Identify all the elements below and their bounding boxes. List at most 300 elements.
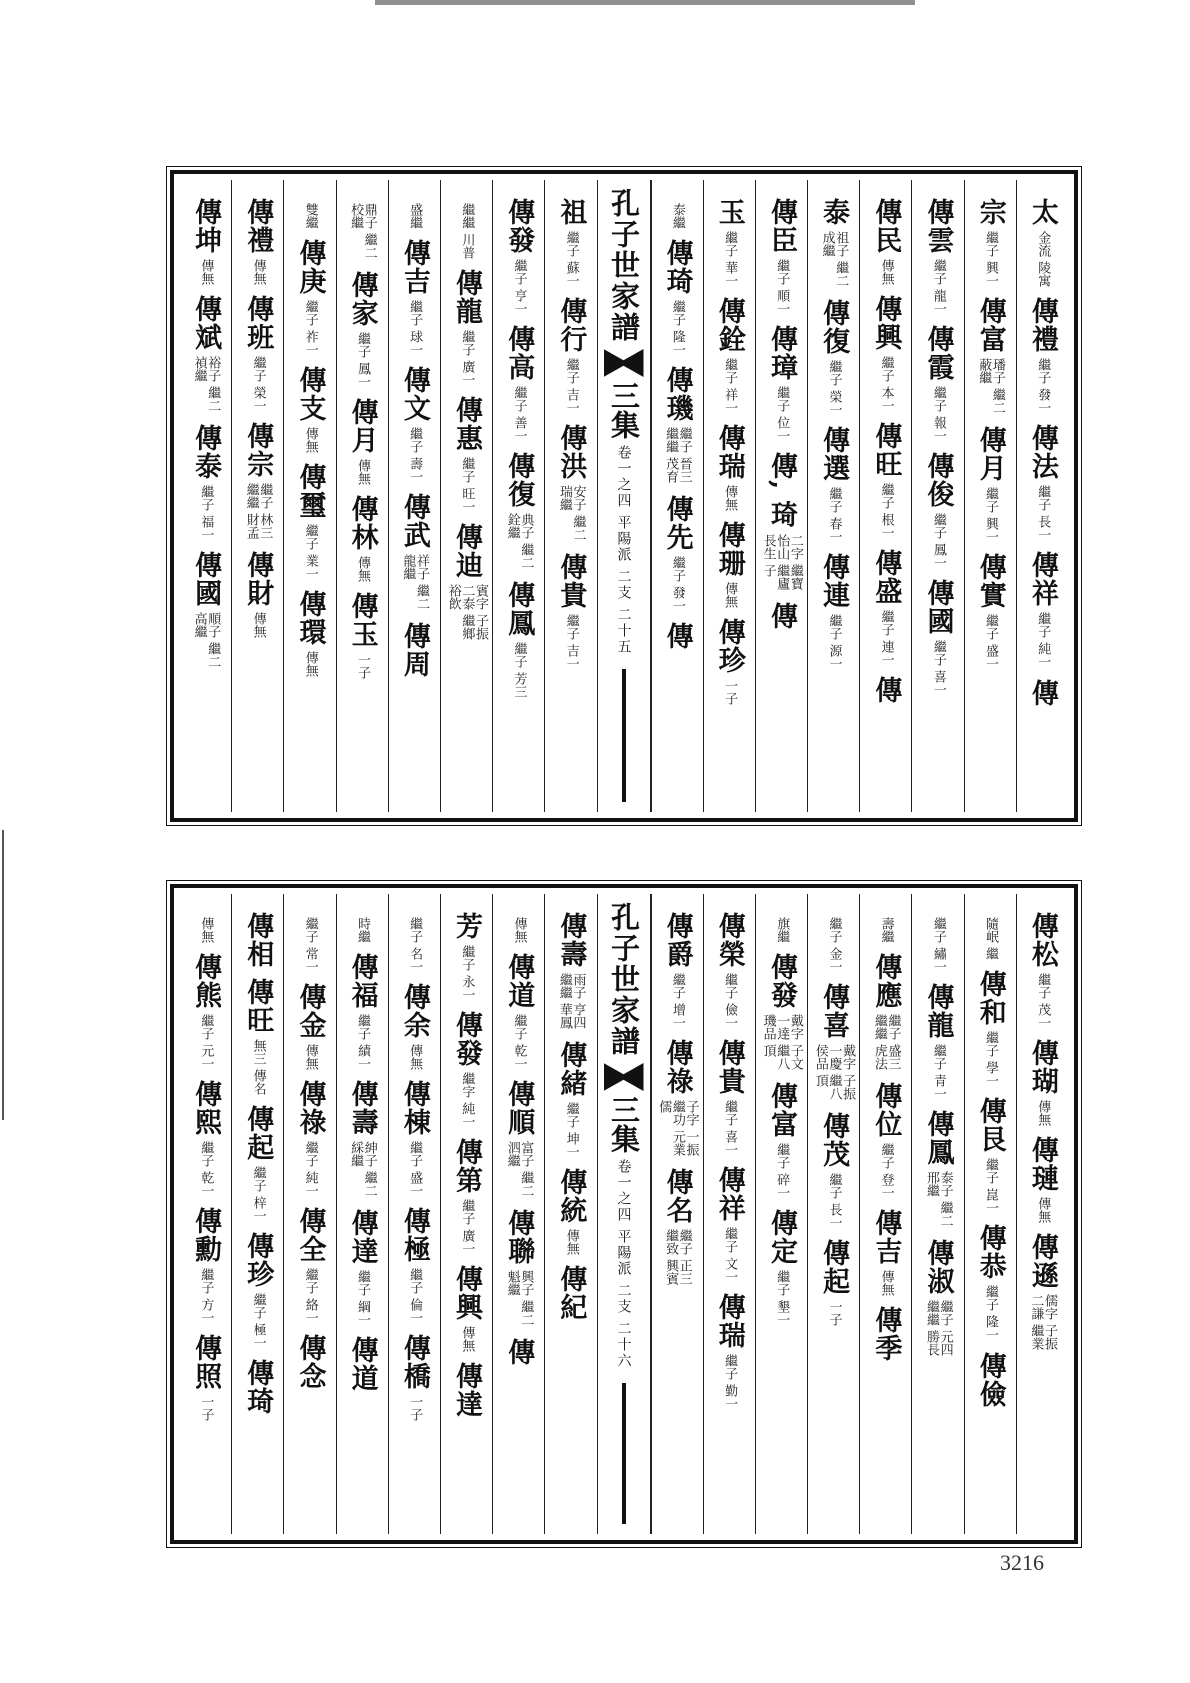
- person-name: 傳興: [451, 1265, 483, 1322]
- genealogy-column: [336, 894, 388, 1534]
- genealogy-column: [1016, 180, 1068, 812]
- person-note: 傳無: [1035, 1197, 1051, 1224]
- person-name: 傳瑞: [713, 424, 745, 481]
- person-name: 傳發: [503, 198, 535, 254]
- genealogy-column: [231, 180, 283, 812]
- person-name: 傳惠: [451, 396, 483, 453]
- person-name: 傳璽: [294, 463, 326, 520]
- person-entry: [303, 912, 317, 973]
- genealogy-column: [180, 180, 231, 812]
- person-entry: [1026, 198, 1058, 288]
- person-note: 繼子 連一: [878, 610, 894, 667]
- person-note: 傳無: [302, 1044, 318, 1071]
- person-name: 傳定: [765, 1209, 797, 1266]
- person-entry: [974, 426, 1006, 544]
- person-note: 時繼: [354, 917, 370, 943]
- person-entry: [713, 1039, 745, 1157]
- center-title-strip: [597, 180, 651, 812]
- person-entry: [827, 912, 841, 973]
- person-entry: [294, 239, 326, 357]
- person-name: 傳起: [818, 1239, 850, 1296]
- person-entry: [765, 1082, 797, 1200]
- person-entry: [242, 1105, 274, 1223]
- person-note: 泰繼: [669, 203, 685, 229]
- person-entry: [242, 551, 274, 639]
- person-name: 傳選: [818, 426, 850, 483]
- person-note: 繼子 順一: [774, 259, 790, 316]
- person-note: 一子: [354, 653, 370, 680]
- person-name: 傳金: [294, 983, 326, 1040]
- columns-container: [180, 180, 1068, 812]
- person-entry: [242, 1232, 274, 1350]
- person-name: 傳道: [346, 1336, 378, 1393]
- person-entry: [974, 1224, 1006, 1342]
- person-name: 傳祿: [661, 1039, 693, 1096]
- person-note: 繼子 長一: [1035, 485, 1051, 542]
- person-name: 傳儉: [974, 1351, 1006, 1408]
- person-entry: [974, 1351, 1006, 1408]
- person-note: 繼子 隆一: [669, 300, 685, 357]
- person-entry: [765, 198, 797, 316]
- person-entry: [818, 1239, 850, 1327]
- genealogy-column: [544, 894, 596, 1534]
- genealogy-column: [440, 894, 492, 1534]
- person-name: 傳聯: [503, 1209, 535, 1266]
- person-note: 傳無: [407, 1044, 423, 1071]
- person-name: 傳位: [870, 1082, 902, 1138]
- person-name: 傳實: [974, 553, 1006, 610]
- person-entry: [242, 295, 274, 413]
- person-note: 傳無: [722, 582, 738, 609]
- person-name: 傳琦: [661, 239, 693, 295]
- person-name: 傳文: [398, 366, 430, 423]
- genealogy-column: [492, 894, 544, 1534]
- person-name: 傳興: [870, 295, 902, 351]
- person-name: 傳國: [190, 551, 222, 608]
- set-name: 三集: [607, 381, 641, 439]
- person-note: 繼子 長一: [826, 1173, 842, 1230]
- genealogy-column: [440, 180, 492, 812]
- person-name: 傳支: [294, 366, 326, 423]
- person-name: 傳極: [398, 1207, 430, 1264]
- center-volume: 卷一之四: [615, 1159, 632, 1223]
- person-name: 傳周: [398, 622, 430, 679]
- person-name: 傳吉: [870, 1209, 902, 1266]
- genealogy-column: [231, 894, 283, 1534]
- genealogy-column: [859, 894, 911, 1534]
- person-entry: [190, 198, 222, 285]
- person-entry: [870, 549, 902, 667]
- person-note: 繼子 墾一: [774, 1270, 790, 1327]
- center-sub: 二支: [615, 569, 632, 601]
- person-entry: [503, 452, 535, 571]
- person-entry: [922, 579, 954, 697]
- person-note: 一子: [722, 679, 738, 706]
- center-branch: 平陽派: [615, 1229, 632, 1277]
- person-note: 傳無: [878, 259, 894, 285]
- person-name: 傳第: [451, 1138, 483, 1195]
- genealogy-column: [492, 180, 544, 812]
- person-note: 繼子 祚一: [302, 300, 318, 357]
- person-entry: [974, 297, 1006, 416]
- person-note: 繼子 常一: [302, 917, 318, 974]
- person-name: 傳達: [346, 1209, 378, 1266]
- person-entry: [242, 422, 274, 541]
- person-entry: [713, 618, 745, 706]
- person-note: 繼子 華一: [722, 231, 738, 288]
- person-entry: [818, 198, 850, 289]
- fish-tail-mark-icon: [604, 1063, 644, 1091]
- person-entry: [190, 1334, 222, 1422]
- person-note: 繼子 文一: [722, 1227, 738, 1284]
- center-volume: 卷一之四: [615, 445, 632, 509]
- genealogy-column: [336, 180, 388, 812]
- person-name: 傳恭: [974, 1224, 1006, 1281]
- person-name: 傳龍: [922, 983, 954, 1040]
- person-entry: [1026, 1233, 1058, 1352]
- person-entry: [974, 970, 1006, 1088]
- person-note: 繼子 績一: [354, 1014, 370, 1071]
- person-note: 繼子 位一: [774, 386, 790, 443]
- person-note: 興子 繼二 魁繼: [504, 1270, 534, 1327]
- person-entry: [555, 198, 587, 288]
- person-note: 繼子 盛一: [983, 614, 999, 671]
- person-entry: [242, 198, 274, 285]
- person-name: 玉: [713, 198, 745, 226]
- person-note: 戴字 子振 一慶 繼八 侯品 頂: [812, 1044, 856, 1101]
- person-note: 無三 傳名: [250, 1039, 266, 1096]
- person-entry: [503, 581, 535, 699]
- person-entry: [922, 1110, 954, 1229]
- person-entry: [1026, 1136, 1058, 1224]
- center-branch: 平陽派: [615, 515, 632, 563]
- person-note: 繼子 廣一: [459, 1199, 475, 1256]
- person-entry: [408, 912, 422, 973]
- person-name: 傳民: [870, 198, 902, 254]
- book-title: 孔子世家譜: [607, 188, 641, 343]
- person-name: 傳福: [346, 953, 378, 1009]
- person-note: 繼繼 川普: [459, 203, 475, 260]
- person-name: 傳祥: [713, 1166, 745, 1223]
- person-name: 芳: [451, 912, 483, 940]
- genealogy-page-bottom: [170, 884, 1078, 1544]
- person-entry: [555, 424, 587, 543]
- person-name: 傳洪: [555, 424, 587, 481]
- person-entry: [761, 452, 802, 592]
- person-note: 一子: [826, 1300, 842, 1327]
- person-note: 繼子 鳳一: [930, 513, 946, 570]
- person-note: 泰子 繼二 邢繼: [924, 1171, 953, 1228]
- person-name: 傳庚: [294, 239, 326, 295]
- person-note: 繼子 球一: [407, 300, 423, 357]
- person-entry: [346, 1209, 378, 1327]
- person-entry: [398, 1334, 430, 1422]
- person-note: 傳無: [1035, 1100, 1051, 1127]
- person-name: 傳淑: [922, 1239, 954, 1296]
- person-name: 傳俊: [922, 452, 954, 509]
- person-entry: [870, 422, 902, 540]
- person-name: 傳和: [974, 970, 1006, 1027]
- person-note: 傳無: [250, 259, 266, 285]
- person-name: 傳祥: [1026, 551, 1058, 608]
- person-note: 傳無: [302, 427, 318, 454]
- person-entry: [713, 521, 745, 609]
- person-note: 繼子 元一: [198, 1014, 214, 1071]
- person-note: 繼子 元四 繼繼 勝長: [924, 1300, 953, 1357]
- person-name: 傳, 琦: [765, 452, 797, 530]
- person-note: 繼子 林三 繼繼 財孟: [243, 483, 273, 540]
- person-entry: [670, 198, 684, 229]
- genealogy-column: [755, 180, 807, 812]
- person-entry: [870, 295, 902, 413]
- person-note: 金流 陵寓: [1035, 231, 1051, 288]
- person-name: 傳照: [190, 1334, 222, 1391]
- person-note: 祖子 繼二 成繼: [819, 231, 849, 288]
- person-name: 傳林: [346, 495, 378, 552]
- person-name: 傳發: [451, 1011, 483, 1068]
- person-entry: [922, 325, 954, 443]
- person-entry: [398, 1207, 430, 1325]
- person-entry: [199, 912, 213, 943]
- person-note: 繼子 吉一: [563, 358, 579, 415]
- person-entry: [294, 1334, 326, 1391]
- person-entry: [451, 912, 483, 1002]
- person-name: 傳禮: [1026, 297, 1058, 354]
- person-name: 傳余: [398, 983, 430, 1040]
- person-entry: [294, 463, 326, 581]
- person-entry: [346, 398, 378, 486]
- person-name: 傳宗: [242, 422, 274, 479]
- person-name: 傳橋: [398, 1334, 430, 1391]
- genealogy-column: [283, 180, 335, 812]
- person-entry: [294, 366, 326, 454]
- person-entry: [922, 452, 954, 570]
- person-note: 繼子 鳳一: [354, 332, 370, 389]
- scan-artifact: [375, 0, 915, 21]
- person-entry: [451, 1265, 483, 1353]
- person-name: 傳榮: [713, 912, 745, 968]
- book-title: 孔子世家譜: [607, 902, 641, 1057]
- person-entry: [451, 1138, 483, 1256]
- person-entry: [713, 1166, 745, 1284]
- person-name: 傳霞: [922, 325, 954, 382]
- person-note: 繼子 金一: [826, 917, 842, 974]
- person-name: 傳棟: [398, 1080, 430, 1137]
- genealogy-column: [807, 180, 859, 812]
- person-note: 繼子 發一: [669, 556, 685, 613]
- person-note: 繼子 坤一: [563, 1102, 579, 1159]
- person-name: 傳臣: [765, 198, 797, 254]
- person-entry: [190, 953, 222, 1071]
- person-entry: [503, 1209, 535, 1328]
- person-name: 傳雲: [922, 198, 954, 254]
- person-entry: [190, 1080, 222, 1198]
- person-name: 傳鳳: [922, 1110, 954, 1167]
- person-entry: [818, 426, 850, 544]
- genealogy-column: [283, 894, 335, 1534]
- person-name: 傳珍: [713, 618, 745, 675]
- person-note: 繼子 吉一: [563, 614, 579, 671]
- person-entry: [1026, 551, 1058, 669]
- person-name: 傳爵: [661, 912, 693, 968]
- person-note: 繼子 興一: [983, 231, 999, 288]
- page-number: 3216: [1000, 1550, 1044, 1575]
- person-name: 傳貴: [713, 1039, 745, 1096]
- person-name: 傳班: [242, 295, 274, 351]
- person-name: 傳璉: [1026, 1136, 1058, 1193]
- person-note: 繼子 根一: [878, 483, 894, 540]
- person-entry: [346, 1336, 378, 1393]
- genealogy-column: [911, 894, 963, 1534]
- person-name: 傳行: [555, 297, 587, 354]
- person-entry: [346, 495, 378, 583]
- person-note: 傳無: [459, 1326, 475, 1353]
- person-entry: [503, 953, 535, 1071]
- person-name: 傳吉: [398, 239, 430, 295]
- person-name: 傳法: [1026, 424, 1058, 481]
- person-entry: [761, 953, 802, 1072]
- person-name: 傳名: [661, 1168, 693, 1225]
- person-note: 繼子 學一: [983, 1031, 999, 1088]
- person-note: 繼子 碎一: [774, 1143, 790, 1200]
- person-entry: [1026, 297, 1058, 415]
- person-note: 繼子 旺一: [459, 457, 475, 514]
- person-entry: [303, 198, 317, 229]
- person-note: 傳無: [250, 612, 266, 639]
- person-name: 傳勳: [190, 1207, 222, 1264]
- person-name: 傳達: [451, 1362, 483, 1419]
- person-name: 傳龍: [451, 269, 483, 326]
- person-entry: [190, 424, 222, 542]
- person-note: 繼子 喜一: [930, 640, 946, 697]
- person-entry: [661, 495, 693, 613]
- person-entry: [713, 1293, 745, 1411]
- person-note: 傳無: [354, 459, 370, 486]
- person-entry: [451, 396, 483, 514]
- person-note: 繼子 乾一: [198, 1141, 214, 1198]
- person-name: 傳瑚: [1026, 1039, 1058, 1096]
- person-note: 繼子 增一: [669, 973, 685, 1030]
- person-entry: [661, 366, 693, 485]
- person-entry: [870, 1209, 902, 1297]
- person-entry: [983, 912, 997, 960]
- person-note: 子字 一振 繼功 元業 儒: [656, 1100, 699, 1157]
- person-name: 傳貴: [555, 553, 587, 610]
- person-name: 傳月: [346, 398, 378, 455]
- person-entry: [398, 239, 430, 357]
- person-note: 壽繼: [878, 917, 894, 943]
- person-note: 一子: [407, 1395, 423, 1422]
- person-entry: [355, 912, 369, 943]
- person-name: 傳月: [974, 426, 1006, 483]
- genealogy-column: [651, 180, 703, 812]
- person-entry: [294, 983, 326, 1071]
- person-entry: [818, 1112, 850, 1230]
- genealogy-column: [807, 894, 859, 1534]
- person-entry: [555, 912, 587, 1031]
- person-name: 傳家: [346, 271, 378, 327]
- person-entry: [657, 1039, 698, 1158]
- person-entry: [661, 912, 693, 1030]
- person-name: 傳斌: [190, 295, 222, 351]
- person-entry: [818, 299, 850, 417]
- person-name: 傳先: [661, 495, 693, 552]
- person-entry: [974, 198, 1006, 288]
- person-entry: [931, 912, 945, 973]
- person-name: 泰: [818, 198, 850, 226]
- person-entry: [661, 622, 693, 651]
- person-entry: [190, 1207, 222, 1325]
- person-note: 繼子 正三 繼致 興賓: [663, 1229, 692, 1286]
- person-entry: [870, 1306, 902, 1363]
- genealogy-column: [544, 180, 596, 812]
- person-note: 繼子 盛三 繼繼 虎法: [871, 1014, 901, 1071]
- genealogy-column: [703, 894, 755, 1534]
- genealogy-column: [1016, 894, 1068, 1534]
- person-note: 繼子 芳三: [511, 642, 527, 699]
- person-name: 傳鳳: [503, 581, 535, 638]
- person-entry: [446, 523, 487, 642]
- person-note: 繼子 榮一: [250, 356, 266, 413]
- person-name: 傳富: [974, 297, 1006, 354]
- person-entry: [879, 912, 893, 943]
- person-note: 繼字 純一: [459, 1072, 475, 1129]
- person-name: 傳祿: [294, 1080, 326, 1137]
- person-entry: [346, 592, 378, 680]
- person-note: 繼子 廣一: [459, 330, 475, 387]
- set-name: 三集: [607, 1095, 641, 1153]
- person-name: 傳復: [503, 452, 535, 509]
- person-name: 傳禮: [242, 198, 274, 254]
- person-name: 傳迪: [451, 523, 483, 580]
- person-name: 傳: [503, 1338, 535, 1367]
- person-name: 傳環: [294, 590, 326, 647]
- person-entry: [713, 424, 745, 512]
- person-entry: [818, 553, 850, 671]
- person-note: 安子 繼二 瑞繼: [556, 485, 586, 542]
- person-note: 雨子 亨四 繼繼 華鳳: [556, 973, 586, 1030]
- person-entry: [922, 198, 954, 316]
- person-name: 傳茂: [818, 1112, 850, 1169]
- person-entry: [242, 912, 274, 968]
- person-entry: [713, 198, 745, 288]
- person-name: 傳熊: [190, 953, 222, 1009]
- person-note: 戴字 子文 一達 繼八 璣品 頂: [760, 1014, 803, 1071]
- person-note: 隨岷 繼: [983, 917, 999, 961]
- person-name: 傳季: [870, 1306, 902, 1363]
- person-entry: [974, 1097, 1006, 1215]
- person-entry: [555, 1168, 587, 1256]
- person-note: 儒字 子振 二謙 繼業: [1028, 1294, 1058, 1351]
- person-note: 祥子 繼二 龍繼: [400, 554, 429, 611]
- person-note: 富子 繼二 泗繼: [504, 1141, 534, 1198]
- genealogy-page-top: [170, 170, 1078, 822]
- person-note: 繼子 源一: [826, 614, 842, 671]
- person-note: 繼子 祥一: [722, 358, 738, 415]
- person-note: 旗繼: [774, 917, 790, 943]
- person-name: 傳統: [555, 1168, 587, 1225]
- person-name: 傳旺: [870, 422, 902, 479]
- person-name: 傳: [765, 602, 797, 631]
- person-name: 傳起: [242, 1105, 274, 1162]
- genealogy-column: [388, 180, 440, 812]
- genealogy-column: [703, 180, 755, 812]
- person-entry: [713, 912, 745, 1030]
- genealogy-column: [859, 180, 911, 812]
- person-name: 傳壽: [555, 912, 587, 968]
- person-name: 傳坤: [190, 198, 222, 254]
- genealogy-column: [651, 894, 703, 1534]
